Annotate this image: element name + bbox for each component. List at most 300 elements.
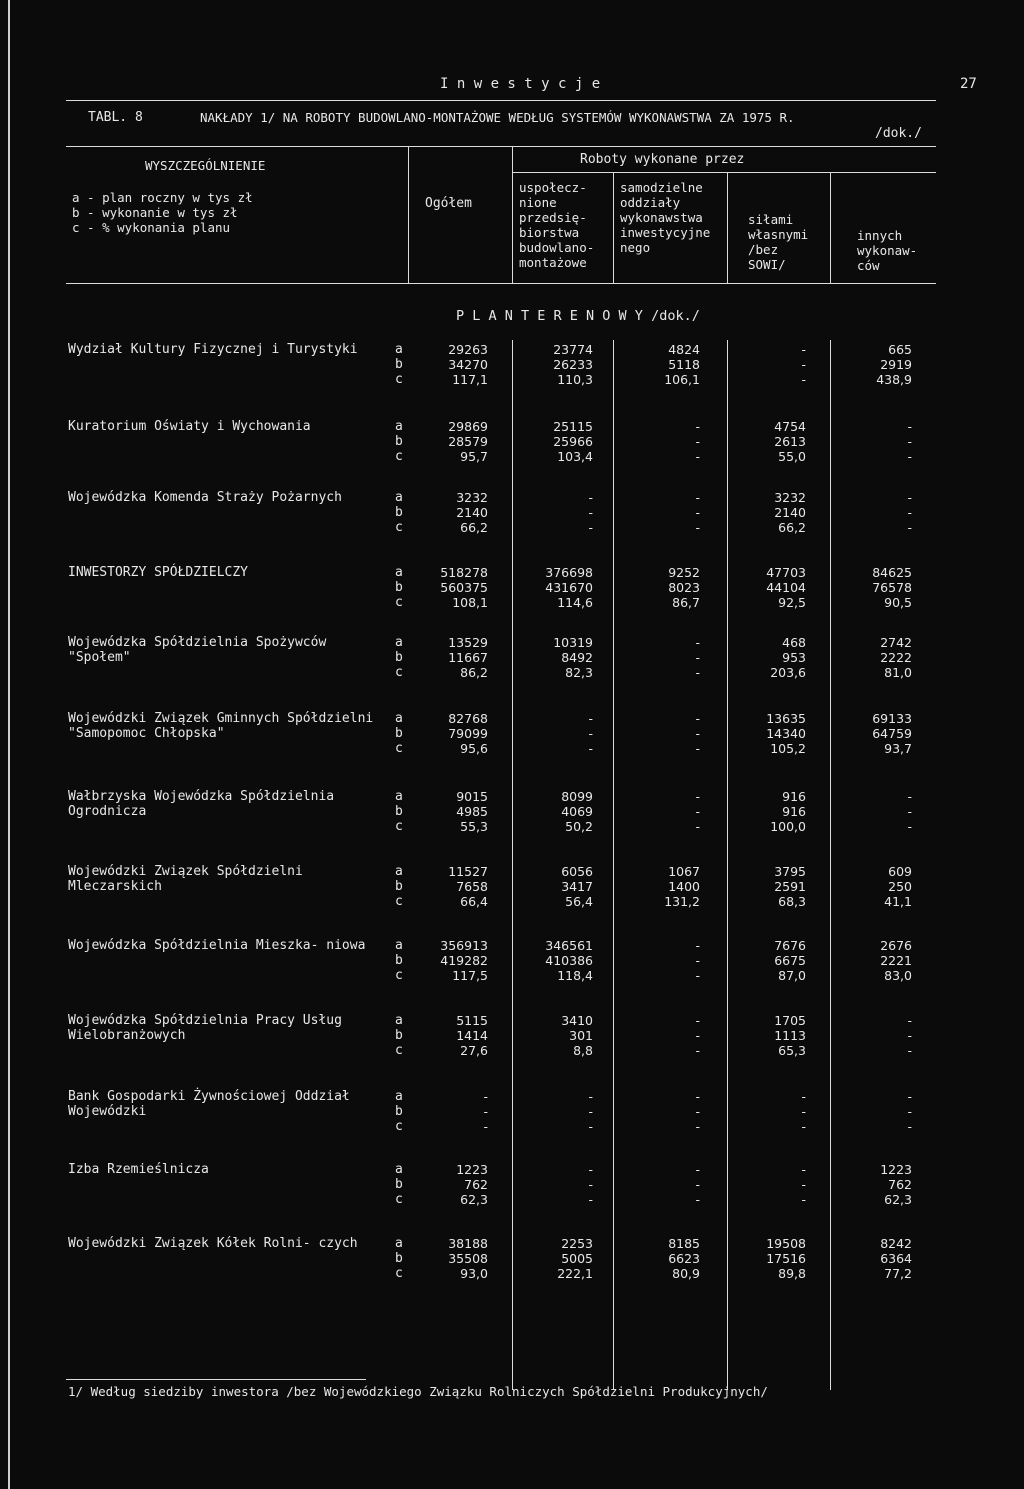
value-cell: 89,8 — [778, 1266, 806, 1281]
value-cell: 50,2 — [565, 819, 593, 834]
value-cell: - — [588, 726, 593, 741]
value-cell: - — [695, 449, 700, 464]
value-cell: 6056 — [561, 864, 593, 879]
value-cell: - — [483, 1119, 488, 1134]
value-cell: 8185 — [668, 1236, 700, 1251]
value-cell: 103,4 — [557, 449, 593, 464]
row-marker: a — [395, 1089, 403, 1104]
value-cell-group — [523, 635, 593, 680]
value-cell-group — [523, 1013, 593, 1058]
value-cell-group — [842, 342, 912, 387]
value-cell: 93,7 — [884, 741, 912, 756]
row-marker: b — [395, 953, 403, 968]
value-cell: 55,0 — [778, 449, 806, 464]
group-rule — [512, 172, 936, 173]
value-cell-group — [842, 789, 912, 834]
value-cell: - — [907, 505, 912, 520]
value-cell-group — [842, 1013, 912, 1058]
value-cell: 27,6 — [460, 1043, 488, 1058]
row-marker: a — [395, 711, 403, 726]
value-cell: 66,2 — [460, 520, 488, 535]
value-cell: - — [801, 372, 806, 387]
row-marker: b — [395, 804, 403, 819]
row-abc-markers — [395, 342, 403, 387]
value-cell: 25966 — [553, 434, 593, 449]
value-cell: 11527 — [448, 864, 488, 879]
value-cell: 301 — [569, 1028, 593, 1043]
value-cell: - — [695, 789, 700, 804]
col-header-line: ców — [857, 258, 880, 273]
value-cell: 62,3 — [460, 1192, 488, 1207]
value-cell: - — [588, 1192, 593, 1207]
value-cell: - — [695, 968, 700, 983]
value-cell: 2222 — [880, 650, 912, 665]
row-marker: c — [395, 1119, 403, 1134]
value-cell: 953 — [782, 650, 806, 665]
value-cell: 47703 — [766, 565, 806, 580]
value-cell: - — [695, 953, 700, 968]
row-marker: a — [395, 1162, 403, 1177]
value-cell: 4754 — [774, 419, 806, 434]
value-cell: 2613 — [774, 434, 806, 449]
value-cell: - — [695, 711, 700, 726]
value-cell: - — [588, 1089, 593, 1104]
col-header-line: siłami — [748, 212, 794, 227]
row-abc-markers — [395, 1236, 403, 1281]
value-cell: 35508 — [448, 1251, 488, 1266]
row-marker: b — [395, 1104, 403, 1119]
value-cell: 419282 — [440, 953, 488, 968]
value-cell: 356913 — [440, 938, 488, 953]
header-bottom-rule — [66, 283, 936, 284]
row-marker: a — [395, 419, 403, 434]
value-cell: 64759 — [872, 726, 912, 741]
row-marker: a — [395, 1013, 403, 1028]
value-cell: 29263 — [448, 342, 488, 357]
value-cell: - — [695, 490, 700, 505]
col-header-line: nione — [519, 195, 557, 210]
value-cell: 346561 — [545, 938, 593, 953]
value-cell-group — [736, 342, 806, 387]
value-cell-group — [630, 1236, 700, 1281]
row-marker: a — [395, 938, 403, 953]
value-cell-group — [736, 419, 806, 464]
value-cell-group — [418, 1236, 488, 1281]
value-cell: - — [695, 1043, 700, 1058]
row-label: Wojewódzka Spółdzielnia Pracy Usług Wielobranżowych — [68, 1013, 342, 1043]
value-cell: - — [588, 1177, 593, 1192]
value-cell: 3795 — [774, 864, 806, 879]
legend-c: c - % wykonania planu — [72, 220, 231, 235]
value-cell: 105,2 — [770, 741, 806, 756]
value-cell-group — [418, 1162, 488, 1207]
value-cell: - — [695, 741, 700, 756]
value-cell-group — [418, 490, 488, 535]
value-cell-group — [842, 490, 912, 535]
row-label: Wojewódzki Związek Kółek Rolni- czych — [68, 1236, 358, 1251]
row-abc-markers — [395, 419, 403, 464]
value-cell-group — [736, 1162, 806, 1207]
value-cell-group — [842, 565, 912, 610]
value-cell-group — [418, 789, 488, 834]
row-label: Kuratorium Oświaty i Wychowania — [68, 419, 311, 434]
value-cell-group — [630, 1162, 700, 1207]
value-cell: 7658 — [456, 879, 488, 894]
value-cell: - — [695, 804, 700, 819]
row-marker: c — [395, 819, 403, 834]
value-cell: 5005 — [561, 1251, 593, 1266]
value-cell: - — [695, 434, 700, 449]
row-label: Izba Rzemieślnicza — [68, 1162, 209, 1177]
value-cell-group — [523, 789, 593, 834]
value-cell: 55,3 — [460, 819, 488, 834]
row-abc-markers — [395, 711, 403, 756]
row-marker: b — [395, 357, 403, 372]
row-marker: c — [395, 449, 403, 464]
value-cell: - — [588, 1104, 593, 1119]
value-cell: - — [588, 490, 593, 505]
col-header-line: samodzielne — [620, 180, 703, 195]
value-cell: - — [695, 635, 700, 650]
value-cell-group — [736, 711, 806, 756]
col-header-line: uspołecz- — [519, 180, 587, 195]
row-abc-markers — [395, 635, 403, 680]
value-cell: 431670 — [545, 580, 593, 595]
value-cell-group — [630, 711, 700, 756]
value-cell: 1223 — [880, 1162, 912, 1177]
row-marker: b — [395, 726, 403, 741]
col-header-1 — [519, 180, 594, 270]
row-abc-markers — [395, 938, 403, 983]
value-cell: 762 — [464, 1177, 488, 1192]
col-header-line: /bez — [748, 242, 779, 257]
value-cell-group — [418, 342, 488, 387]
value-cell: 66,4 — [460, 894, 488, 909]
value-cell: 518278 — [440, 565, 488, 580]
value-cell: - — [907, 449, 912, 464]
value-cell: 8099 — [561, 789, 593, 804]
value-cell: 1113 — [774, 1028, 806, 1043]
value-cell: 84625 — [872, 565, 912, 580]
value-cell: 79099 — [448, 726, 488, 741]
running-title: I n w e s t y c j e — [440, 76, 601, 92]
header-divider — [727, 173, 728, 283]
value-cell: - — [695, 1089, 700, 1104]
row-marker: c — [395, 595, 403, 610]
value-cell: 560375 — [440, 580, 488, 595]
row-marker: b — [395, 650, 403, 665]
value-cell: 77,2 — [884, 1266, 912, 1281]
row-marker: a — [395, 789, 403, 804]
value-cell: 86,7 — [672, 595, 700, 610]
value-cell-group — [842, 635, 912, 680]
value-cell: 6675 — [774, 953, 806, 968]
col-header-line: SOWI/ — [748, 257, 786, 272]
value-cell-group — [842, 1236, 912, 1281]
value-cell: - — [695, 1013, 700, 1028]
value-cell: - — [801, 357, 806, 372]
value-cell: 68,3 — [778, 894, 806, 909]
value-cell: - — [907, 1043, 912, 1058]
value-cell-group — [418, 419, 488, 464]
value-cell: - — [907, 520, 912, 535]
value-cell: - — [695, 1162, 700, 1177]
value-cell: 14340 — [766, 726, 806, 741]
value-cell: - — [695, 938, 700, 953]
col-header-4 — [857, 228, 917, 273]
value-cell-group — [630, 565, 700, 610]
value-cell: 8492 — [561, 650, 593, 665]
row-marker: a — [395, 864, 403, 879]
row-label: Wojewódzki Związek Gminnych Spółdzielni "Samopomoc Chłopska" — [68, 711, 374, 741]
col-header-line: przedsię- — [519, 210, 587, 225]
value-cell: 69133 — [872, 711, 912, 726]
value-cell: 2140 — [456, 505, 488, 520]
value-cell-group — [523, 711, 593, 756]
value-cell-group — [736, 864, 806, 909]
col-header-line: własnymi — [748, 227, 809, 242]
value-cell-group — [842, 864, 912, 909]
value-cell: 117,5 — [452, 968, 488, 983]
value-cell: 92,5 — [778, 595, 806, 610]
header-divider — [613, 173, 614, 283]
row-label: Wojewódzka Komenda Straży Pożarnych — [68, 490, 342, 505]
value-cell: 3232 — [774, 490, 806, 505]
value-cell: 468 — [782, 635, 806, 650]
group-header: Roboty wykonane przez — [580, 152, 745, 167]
value-cell-group — [842, 711, 912, 756]
value-cell: 2140 — [774, 505, 806, 520]
table-title: NAKŁADY 1/ NA ROBOTY BUDOWLANO-MONTAŻOWE WEDŁUG SYSTEMÓW WYKONAWSTWA ZA 1975 R. — [200, 110, 795, 125]
row-label: Wojewódzka Spółdzielnia Spożywców "Społem" — [68, 635, 327, 665]
value-cell: 81,0 — [884, 665, 912, 680]
row-label: Bank Gospodarki Żywnościowej Oddział Wojewódzki — [68, 1089, 350, 1119]
header-top-rule — [66, 146, 936, 147]
value-cell: 8023 — [668, 580, 700, 595]
value-cell: - — [588, 520, 593, 535]
value-cell-group — [630, 490, 700, 535]
row-abc-markers — [395, 1013, 403, 1058]
header-divider — [408, 147, 409, 283]
row-abc-markers — [395, 789, 403, 834]
value-cell-group — [523, 864, 593, 909]
value-cell: 44104 — [766, 580, 806, 595]
top-rule — [66, 100, 936, 101]
body-divider — [727, 340, 728, 1390]
col-header-3 — [748, 212, 808, 272]
col-header-line: inwestycyjne — [620, 225, 711, 240]
value-cell: 8,8 — [573, 1043, 593, 1058]
header-divider — [512, 147, 513, 283]
value-cell: - — [695, 1177, 700, 1192]
value-cell: 114,6 — [557, 595, 593, 610]
value-cell: 1067 — [668, 864, 700, 879]
value-cell-group — [736, 1089, 806, 1134]
row-marker: c — [395, 1192, 403, 1207]
row-label: Wojewódzka Spółdzielnia Mieszka- niowa — [68, 938, 366, 953]
value-cell: 3232 — [456, 490, 488, 505]
value-cell: 376698 — [545, 565, 593, 580]
value-cell-group — [523, 1236, 593, 1281]
value-cell-group — [418, 565, 488, 610]
value-cell-group — [630, 938, 700, 983]
value-cell: 203,6 — [770, 665, 806, 680]
value-cell-group — [630, 789, 700, 834]
value-cell: 95,7 — [460, 449, 488, 464]
value-cell: - — [801, 1104, 806, 1119]
value-cell: 6364 — [880, 1251, 912, 1266]
value-cell: 665 — [888, 342, 912, 357]
row-marker: c — [395, 1266, 403, 1281]
row-abc-markers — [395, 864, 403, 909]
value-cell: 13635 — [766, 711, 806, 726]
value-cell: - — [695, 505, 700, 520]
legend-b: b - wykonanie w tys zł — [72, 205, 238, 220]
value-cell: 2221 — [880, 953, 912, 968]
value-cell-group — [418, 1089, 488, 1134]
value-cell: - — [695, 665, 700, 680]
value-cell: 66,2 — [778, 520, 806, 535]
value-cell-group — [842, 938, 912, 983]
value-cell: 609 — [888, 864, 912, 879]
value-cell: 117,1 — [452, 372, 488, 387]
value-cell-group — [736, 789, 806, 834]
value-cell: 34270 — [448, 357, 488, 372]
value-cell: - — [695, 1119, 700, 1134]
value-cell: 11667 — [448, 650, 488, 665]
value-cell: 82,3 — [565, 665, 593, 680]
value-cell-group — [736, 490, 806, 535]
value-cell-group — [523, 565, 593, 610]
footnote: 1/ Według siedziby inwestora /bez Wojewódzkiego Związku Rolniczych Spółdzielni Produkcyjnych/ — [68, 1384, 768, 1399]
value-cell: 19508 — [766, 1236, 806, 1251]
col-header-line: budowlano- — [519, 240, 595, 255]
value-cell: - — [801, 1162, 806, 1177]
footnote-rule — [66, 1379, 366, 1380]
value-cell: 2919 — [880, 357, 912, 372]
value-cell: 5118 — [668, 357, 700, 372]
row-marker: a — [395, 1236, 403, 1251]
value-cell: - — [588, 505, 593, 520]
row-marker: a — [395, 490, 403, 505]
value-cell-group — [523, 490, 593, 535]
value-cell: 28579 — [448, 434, 488, 449]
value-cell: 23774 — [553, 342, 593, 357]
value-cell: - — [907, 789, 912, 804]
value-cell-group — [523, 419, 593, 464]
table-continued: /dok./ — [875, 126, 922, 141]
legend-title: WYSZCZEGÓLNIENIE — [145, 158, 266, 173]
col-header-line: nego — [620, 240, 651, 255]
value-cell: 62,3 — [884, 1192, 912, 1207]
section-title: P L A N T E R E N O W Y /dok./ — [456, 308, 700, 324]
col-header-line: wykonaw- — [857, 243, 918, 258]
value-cell: 3410 — [561, 1013, 593, 1028]
value-cell: 438,9 — [876, 372, 912, 387]
value-cell-group — [630, 1089, 700, 1134]
value-cell: 131,2 — [664, 894, 700, 909]
page-number: 27 — [960, 76, 977, 92]
col-header-line: innych — [857, 228, 903, 243]
value-cell: - — [695, 726, 700, 741]
value-cell: 1223 — [456, 1162, 488, 1177]
value-cell: - — [907, 419, 912, 434]
value-cell: 2253 — [561, 1236, 593, 1251]
value-cell: - — [588, 1119, 593, 1134]
row-label: Wydział Kultury Fizycznej i Turystyki — [68, 342, 358, 357]
row-marker: c — [395, 741, 403, 756]
body-divider — [613, 340, 614, 1390]
value-cell: 10319 — [553, 635, 593, 650]
value-cell: - — [695, 419, 700, 434]
row-marker: b — [395, 580, 403, 595]
value-cell-group — [418, 635, 488, 680]
value-cell-group — [736, 635, 806, 680]
value-cell: 1414 — [456, 1028, 488, 1043]
value-cell: 5115 — [456, 1013, 488, 1028]
value-cell: 76578 — [872, 580, 912, 595]
value-cell: - — [588, 1162, 593, 1177]
row-marker: b — [395, 434, 403, 449]
value-cell: - — [907, 1013, 912, 1028]
value-cell: 9015 — [456, 789, 488, 804]
row-marker: a — [395, 342, 403, 357]
col-header-line: wykonawstwa — [620, 210, 703, 225]
row-marker: c — [395, 1043, 403, 1058]
value-cell: 916 — [782, 804, 806, 819]
value-cell-group — [630, 342, 700, 387]
value-cell: - — [907, 804, 912, 819]
body-divider — [830, 340, 831, 1390]
value-cell: 17516 — [766, 1251, 806, 1266]
value-cell: 6623 — [668, 1251, 700, 1266]
value-cell: 41,1 — [884, 894, 912, 909]
value-cell: 87,0 — [778, 968, 806, 983]
value-cell: 916 — [782, 789, 806, 804]
row-marker: c — [395, 894, 403, 909]
col-header-line: oddziały — [620, 195, 681, 210]
legend-a: a - plan roczny w tys zł — [72, 190, 253, 205]
value-cell: 110,3 — [557, 372, 593, 387]
value-cell-group — [842, 1162, 912, 1207]
value-cell: - — [483, 1089, 488, 1104]
value-cell: 80,9 — [672, 1266, 700, 1281]
row-label: Wałbrzyska Wojewódzka Spółdzielnia Ogrodnicza — [68, 789, 335, 819]
row-marker: c — [395, 520, 403, 535]
value-cell: 222,1 — [557, 1266, 593, 1281]
body-divider — [512, 340, 513, 1390]
value-cell: 2591 — [774, 879, 806, 894]
value-cell: 38188 — [448, 1236, 488, 1251]
row-label: Wojewódzki Związek Spółdzielni Mleczarskich — [68, 864, 303, 894]
value-cell-group — [736, 938, 806, 983]
value-cell-group — [736, 565, 806, 610]
value-cell-group — [418, 1013, 488, 1058]
value-cell-group — [736, 1013, 806, 1058]
col-total-header: Ogółem — [425, 196, 472, 211]
value-cell: 410386 — [545, 953, 593, 968]
value-cell: 4824 — [668, 342, 700, 357]
col-header-line: montażowe — [519, 255, 587, 270]
value-cell-group — [523, 938, 593, 983]
value-cell: 118,4 — [557, 968, 593, 983]
value-cell: - — [907, 819, 912, 834]
value-cell: - — [588, 741, 593, 756]
value-cell: 13529 — [448, 635, 488, 650]
row-abc-markers — [395, 565, 403, 610]
value-cell-group — [842, 419, 912, 464]
value-cell: 82768 — [448, 711, 488, 726]
